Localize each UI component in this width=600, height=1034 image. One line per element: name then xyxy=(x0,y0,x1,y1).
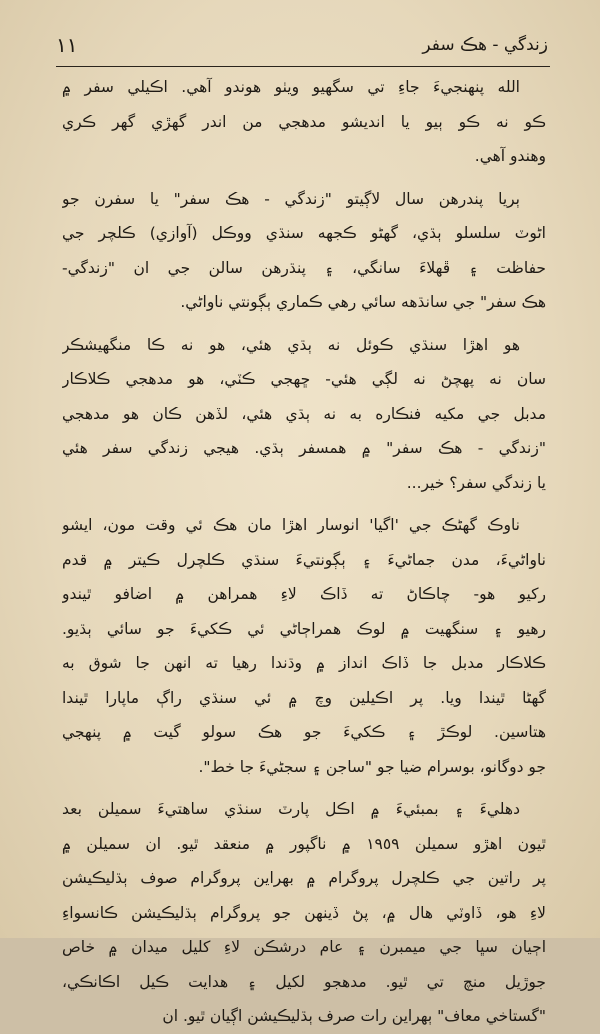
page-header xyxy=(56,28,548,62)
text-line: سان نه پهچڻ نه لڳي هئي- ڇهجي ڪٽي، هو مدهجي ڪلاڪار xyxy=(62,370,546,388)
text-line: ناواڻيءَ، مدن جماڻيءَ ۽ ٻڳونتيءَ سنڌي ڪلچرل ڪيتر ۾ قدم xyxy=(62,550,546,569)
text-line: رهيو ۽ سنگهيت ۾ لوڪ همراڄاڻي ئي ڪکيءَ جو سائي ٻڌيو. xyxy=(62,619,546,638)
text-line: لاءِ هو، ڏاوٽي هال ۾، پڻ ڏينهن جو پروگرام ٻڌليڪيشن ڪانسواءِ xyxy=(62,903,546,922)
text-line: اڻوٽ سلسلو ٻڌي، گهڻو ڪجهه سنڌي ووڪل (آوازي) ڪلچر جي xyxy=(62,224,546,242)
text-line: ڪلاڪار مدبل جا ڏاڪ انداز ۾ وڌندا رهيا ته انهن جا شوق به xyxy=(62,654,546,672)
paragraph-gap xyxy=(62,174,546,182)
text-line: جو دوگانو، بوسرام ضيا جو "ساجن ۽ سجڻيءَ جا خط". xyxy=(198,757,546,776)
text-line: الله پنهنجيءَ جاءِ تي سگهيو ويٺو هوندو آهي. اڪيلي سفر ۾ xyxy=(62,78,520,96)
text-line: ڪو نه ڪو ٻيو يا انديشو مدهجي من اندر گهڙي گهر ڪري xyxy=(62,112,546,131)
text-line: اڄيان سڀا جي ميمبرن ۽ عام درشڪن لاءِ کليل ميدان ۾ خاص xyxy=(62,938,546,956)
text-line: حفاظت ۽ ڦهلاءَ سانگي، ۽ پنڌرهن سالن جي ان "زندگي- xyxy=(62,258,546,277)
text-line: ٻريا پندرهن سال لاڳيتو "زندگي - هڪ سفر" يا سفرن جو xyxy=(62,189,520,208)
running-title: زندگي - هڪ سفر xyxy=(422,35,548,55)
text-line: رکيو هو- چاڪاڻ ته ڏاڪ لاءِ همراهن ۾ اضافو ٿيندو xyxy=(62,585,546,603)
text-line: وهندو آهي. xyxy=(474,147,546,165)
paragraph xyxy=(62,328,546,501)
text-line: "گستاخي معاف" ٻهراين رات صرف ٻڌليڪيشن اڳيان ٿيو. ان xyxy=(162,1007,546,1025)
paragraph-gap xyxy=(62,784,546,792)
text-line: گهڻا ٿيندا ويا. پر اڪيلين وچ ۾ ئي سنڌي راڳ ماپارا ٿيندا xyxy=(62,688,546,707)
paragraph-gap xyxy=(62,320,546,328)
text-line: هتاسين. لوڪڙ ۽ ڪکيءَ جو هڪ سولو گيت ۾ پنهجي xyxy=(62,723,546,741)
text-line: پر راتين جي ڪلچرل پروگرام ۾ بهراين پروگرام صوف ٻڌليڪيشن xyxy=(62,869,546,887)
text-line: جوڙيل منچ تي ٿيو. مدهجو لکيل ۽ هدايت ڪيل اڪانڪي، xyxy=(62,972,546,991)
page-number: ١١ xyxy=(56,33,78,57)
paragraph xyxy=(62,70,546,174)
text-line: ٿيون اهڙو سميلن ١٩٥٩ ۾ ناگپور ۾ منعقد ٿيو. ان سميلن ۾ xyxy=(62,834,546,853)
text-line: دهليءَ ۽ بمبئيءَ ۾ اڪل پارٽ سنڌي ساهتيءَ سميلن بعد xyxy=(62,800,520,818)
text-line: هو اهڙا سنڌي ڪوئل نه ٻڌي هئي، هو نه ڪا منگهيشڪر xyxy=(62,335,520,354)
text-line: هڪ سفر" جي سانڌهه سائي رهي ڪماري ٻڳونتي ناواڻي. xyxy=(180,293,546,311)
text-line: "زندگي - هڪ سفر" ۾ همسفر ٻڌي. هيجي زندگي سفر هئي xyxy=(62,439,546,457)
paragraph xyxy=(62,792,546,1034)
paragraph xyxy=(62,182,546,320)
text-line: ناوڪ گهڻڪ جي 'اگيا' انوسار اهڙا مان هڪ ئي وقت مون، ايشو xyxy=(62,516,520,534)
paragraph-gap xyxy=(62,500,546,508)
page-body xyxy=(62,70,546,1034)
paragraph xyxy=(62,508,546,784)
header-rule xyxy=(56,66,550,67)
text-line: يا زندگي سفر؟ خير... xyxy=(406,473,546,492)
text-line: مدبل جي مکيه فنڪاره به نه ٻڌي هئي، لڏهن ڪان هو مدهجي xyxy=(62,404,546,423)
